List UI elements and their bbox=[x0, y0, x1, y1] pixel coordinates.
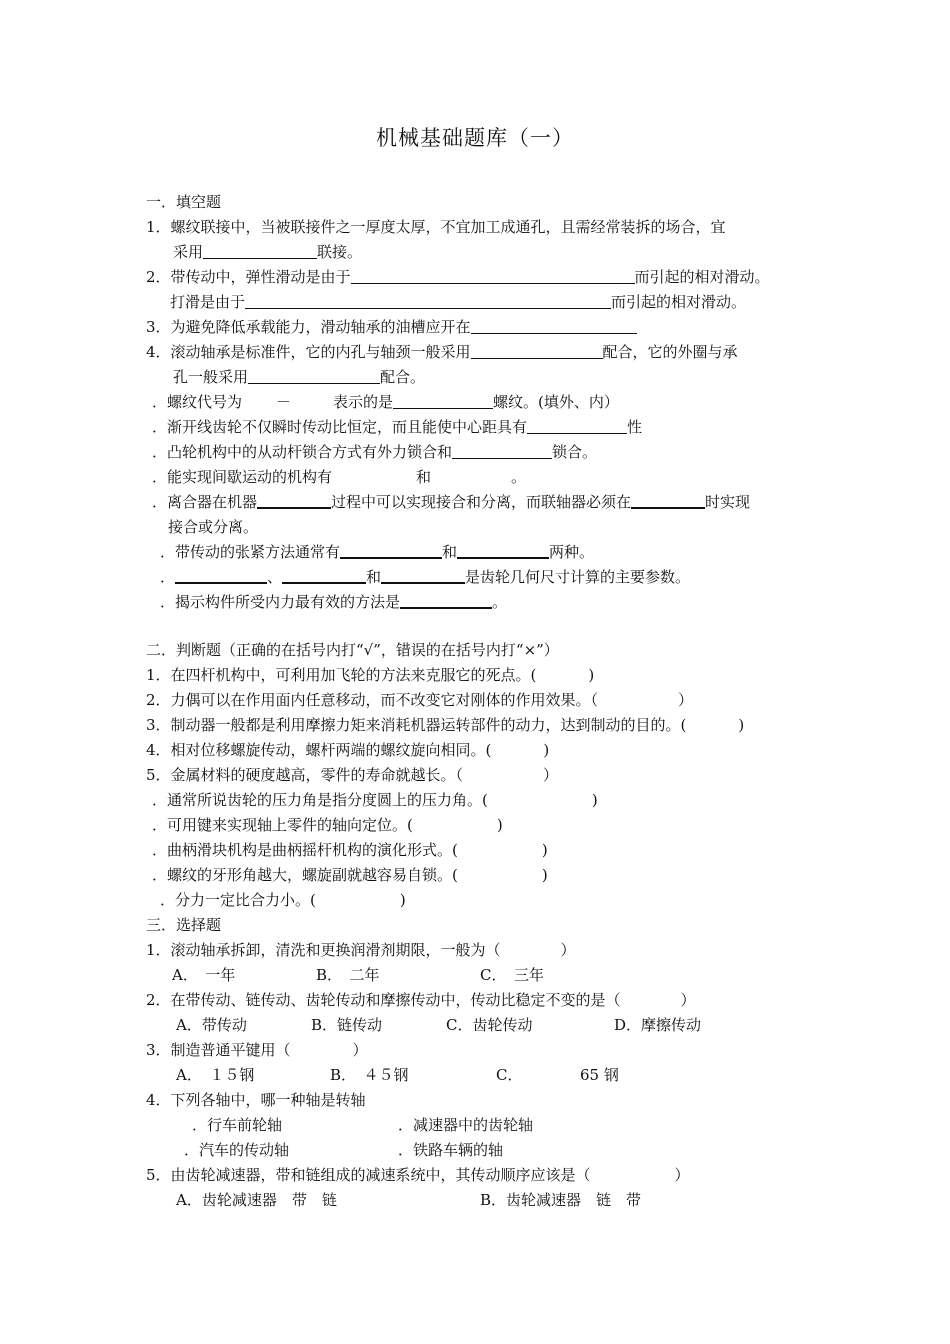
text: 配合，它的外圈与承 bbox=[602, 343, 738, 361]
text: 联接。 bbox=[317, 243, 363, 261]
text: 两种。 bbox=[549, 543, 595, 561]
choice-q5-option-a: A．齿轮减速器 带 链 bbox=[176, 1191, 337, 1209]
text: 。 bbox=[511, 468, 527, 486]
blank bbox=[471, 343, 603, 359]
section-true-false-heading: 二．判断题（正确的在括号内打“√”，错误的在括号内打“×”） bbox=[146, 641, 559, 659]
blank bbox=[527, 418, 627, 434]
fill-q11 bbox=[160, 567, 690, 587]
blank bbox=[282, 567, 366, 584]
text: ．带传动的张紧方法通常有 bbox=[160, 543, 341, 561]
text: 和 bbox=[366, 568, 382, 586]
choice-q3-option-a: A． １５钢 bbox=[176, 1066, 255, 1084]
choice-q5-stem bbox=[146, 1165, 690, 1185]
text: ．渐开线齿轮不仅瞬时传动比恒定，而且能使中心距具有 bbox=[152, 418, 528, 436]
text: 5．金属材料的硬度越高，零件的寿命就越长。（ bbox=[146, 766, 464, 784]
text: ) bbox=[541, 866, 548, 884]
text: 时实现 bbox=[705, 493, 751, 511]
fill-q1-line2 bbox=[173, 242, 362, 262]
tf-item bbox=[146, 765, 558, 785]
blank bbox=[257, 492, 331, 509]
blank bbox=[400, 592, 492, 609]
fill-q2-line2 bbox=[170, 292, 746, 312]
text: 1．在四杆机构中，可利用加飞轮的方法来克服它的死点。( bbox=[146, 666, 537, 684]
fill-q2-line1 bbox=[146, 267, 770, 287]
text: ．螺纹的牙形角越大，螺旋副就越容易自锁。( bbox=[152, 866, 458, 884]
text: 2．在带传动、链传动、齿轮传动和摩擦传动中，传动比稳定不变的是（ bbox=[146, 991, 621, 1009]
choice-q4-option-b: ．减速器中的齿轮轴 bbox=[398, 1116, 534, 1134]
blank bbox=[340, 542, 442, 559]
choice-q3-option-b: B． ４５钢 bbox=[330, 1066, 409, 1084]
text: 和 bbox=[442, 543, 458, 561]
blank bbox=[381, 567, 465, 584]
text: ） bbox=[543, 766, 559, 784]
fill-q9-line2: 接合或分离。 bbox=[168, 518, 259, 536]
choice-q3-option-c-value: 65 钢 bbox=[580, 1066, 619, 1084]
text: 。 bbox=[492, 593, 508, 611]
fill-q4-line1 bbox=[146, 342, 738, 362]
text: ) bbox=[591, 791, 598, 809]
text: 1．滚动轴承拆卸，清洗和更换润滑剂期限，一般为（ bbox=[146, 941, 501, 959]
choice-q2-option-d: D．摩擦传动 bbox=[614, 1016, 702, 1034]
text: ） bbox=[560, 941, 576, 959]
tf-item bbox=[146, 690, 693, 710]
tf-item bbox=[152, 865, 548, 885]
tf-item bbox=[160, 890, 406, 910]
blank bbox=[203, 243, 317, 259]
fill-q8 bbox=[152, 467, 526, 487]
choice-q1-option-a: A． 一年 bbox=[172, 966, 236, 984]
blank bbox=[452, 443, 552, 459]
fill-q1-line1: 1．螺纹联接中，当被联接件之一厚度太厚，不宜加工成通孔，且需经常装拆的场合，宜 bbox=[146, 218, 726, 236]
text: ) bbox=[541, 841, 548, 859]
tf-item bbox=[152, 815, 503, 835]
text: ) bbox=[543, 741, 550, 759]
text: 锁合。 bbox=[552, 443, 598, 461]
text: ．曲柄滑块机构是曲柄摇杆机构的演化形式。( bbox=[152, 841, 458, 859]
text: ） bbox=[680, 991, 696, 1009]
text: ．能实现间歇运动的机构有 bbox=[152, 468, 333, 486]
fill-q5 bbox=[152, 392, 619, 412]
text: 5．由齿轮减速器，带和链组成的减速系统中，其传动顺序应该是（ bbox=[146, 1166, 591, 1184]
choice-q3-stem bbox=[146, 1040, 368, 1060]
blank bbox=[351, 268, 635, 284]
text: 螺纹。(填外、内） bbox=[493, 393, 619, 411]
tf-item bbox=[152, 840, 548, 860]
text: ) bbox=[588, 666, 595, 684]
tf-item bbox=[146, 740, 549, 760]
tf-item bbox=[146, 665, 594, 685]
text: ) bbox=[738, 716, 745, 734]
text: 和 bbox=[416, 468, 432, 486]
text: 过程中可以实现接合和分离，而联轴器必须在 bbox=[331, 493, 632, 511]
text: ) bbox=[399, 891, 406, 909]
choice-q4-option-a: ．行车前轮轴 bbox=[192, 1116, 283, 1134]
choice-q2-option-a: A．带传动 bbox=[176, 1016, 247, 1034]
choice-q3-option-c: C． bbox=[496, 1066, 523, 1084]
choice-q1-option-b: B． 二年 bbox=[316, 966, 380, 984]
text: 性 bbox=[627, 418, 643, 436]
text: ） bbox=[674, 1166, 690, 1184]
fill-q3 bbox=[146, 317, 637, 337]
text: 3．为避免降低承载能力，滑动轴承的油槽应开在 bbox=[146, 318, 471, 336]
tf-item bbox=[146, 715, 744, 735]
choice-q1-option-c: C． 三年 bbox=[480, 966, 544, 984]
text: 、 bbox=[267, 568, 283, 586]
choice-q4-option-d: ．铁路车辆的轴 bbox=[398, 1141, 504, 1159]
text: 配合。 bbox=[380, 368, 426, 386]
blank bbox=[175, 567, 267, 584]
blank bbox=[471, 318, 637, 334]
fill-q12 bbox=[160, 592, 507, 612]
text: 是齿轮几何尺寸计算的主要参数。 bbox=[465, 568, 691, 586]
blank bbox=[393, 393, 493, 409]
fill-q7 bbox=[152, 442, 597, 462]
blank bbox=[457, 542, 549, 559]
text: 4．相对位移螺旋传动，螺杆两端的螺纹旋向相同。( bbox=[146, 741, 492, 759]
choice-q2-option-b: B．链传动 bbox=[311, 1016, 383, 1034]
text: － bbox=[276, 393, 292, 411]
choice-q2-stem bbox=[146, 990, 696, 1010]
tf-item bbox=[152, 790, 598, 810]
text: ） bbox=[678, 691, 694, 709]
text: ．螺纹代号为 bbox=[152, 393, 243, 411]
text: 2．力偶可以在作用面内任意移动，而不改变它对刚体的作用效果。（ bbox=[146, 691, 599, 709]
section-choice-heading: 三．选择题 bbox=[146, 916, 222, 934]
text: ．离合器在机器 bbox=[152, 493, 258, 511]
blank bbox=[245, 293, 611, 309]
text: 而引起的相对滑动。 bbox=[634, 268, 770, 286]
text: 采用 bbox=[173, 243, 204, 261]
fill-q4-line2 bbox=[173, 367, 425, 387]
text: ．可用键来实现轴上零件的轴向定位。( bbox=[152, 816, 413, 834]
text: 3．制造普通平键用（ bbox=[146, 1041, 291, 1059]
choice-q5-option-b: B．齿轮减速器 链 带 bbox=[480, 1191, 642, 1209]
text: 打滑是由于 bbox=[170, 293, 246, 311]
page-title: 机械基础题库（一） bbox=[376, 126, 574, 150]
fill-q10 bbox=[160, 542, 594, 562]
choice-q4-option-c: ．汽车的传动轴 bbox=[184, 1141, 290, 1159]
text: ． bbox=[160, 568, 176, 586]
text: 4．滚动轴承是标准件，它的内孔与轴颈一般采用 bbox=[146, 343, 471, 361]
blank bbox=[631, 492, 705, 509]
text: 孔一般采用 bbox=[173, 368, 249, 386]
choice-q1-stem bbox=[146, 940, 576, 960]
text: ．分力一定比合力小。( bbox=[160, 891, 316, 909]
text: ) bbox=[496, 816, 503, 834]
text: ．通常所说齿轮的压力角是指分度圆上的压力角。( bbox=[152, 791, 488, 809]
text: 而引起的相对滑动。 bbox=[611, 293, 747, 311]
choice-q2-option-c: C．齿轮传动 bbox=[446, 1016, 533, 1034]
text: 3．制动器一般都是利用摩擦力矩来消耗机器运转部件的动力，达到制动的目的。( bbox=[146, 716, 687, 734]
text: 2．带传动中，弹性滑动是由于 bbox=[146, 268, 351, 286]
section-fill-blank-heading: 一．填空题 bbox=[146, 193, 222, 211]
text: 表示的是 bbox=[333, 393, 394, 411]
blank bbox=[248, 368, 380, 384]
fill-q9-line1 bbox=[152, 492, 750, 512]
choice-q4-stem: 4．下列各轴中，哪一种轴是转轴 bbox=[146, 1091, 366, 1109]
fill-q6 bbox=[152, 417, 642, 437]
text: ） bbox=[352, 1041, 368, 1059]
text: ．凸轮机构中的从动杆锁合方式有外力锁合和 bbox=[152, 443, 453, 461]
text: ．揭示构件所受内力最有效的方法是 bbox=[160, 593, 401, 611]
